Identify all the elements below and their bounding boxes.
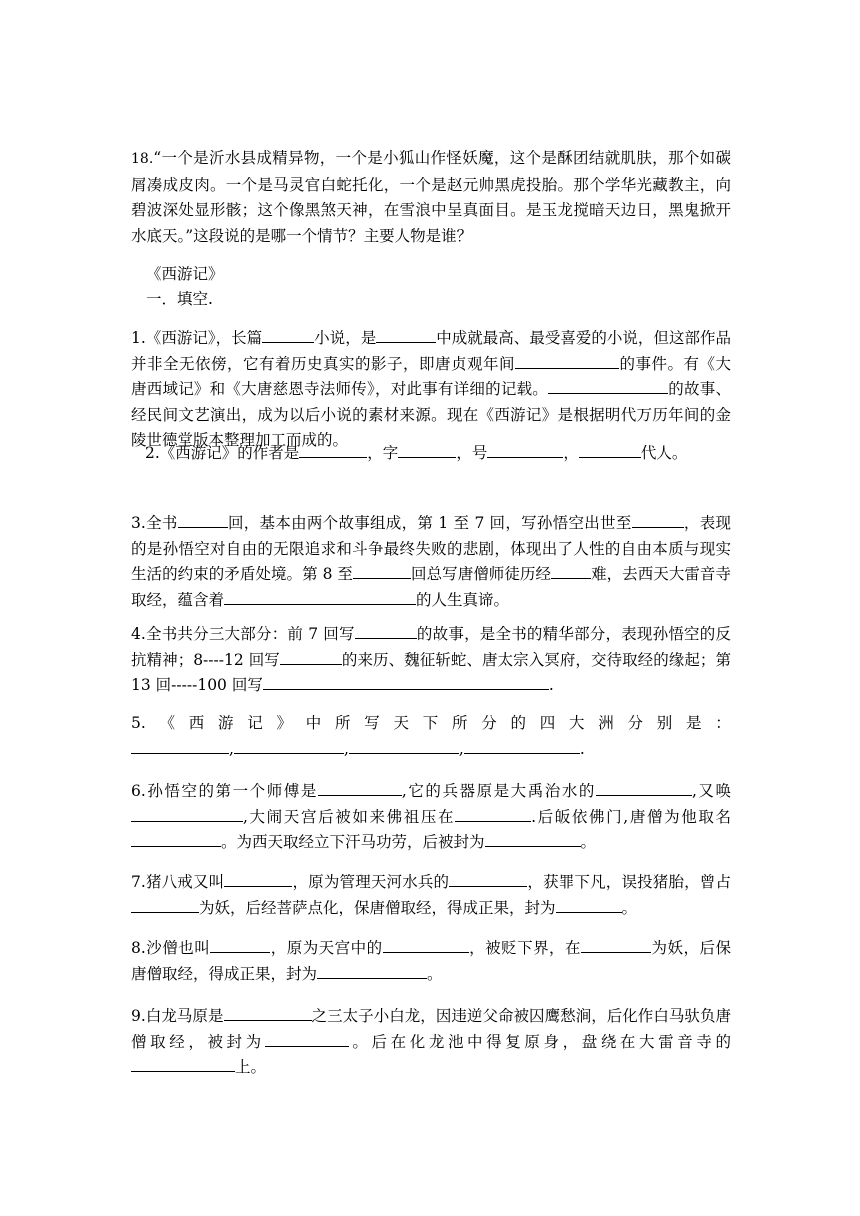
- item-1-text-c: 中成就最高、最受喜爱的小说，但这部作品并非全无依傍，它有着历史真实的影子，即唐贞观年间: [131, 329, 731, 373]
- item-5-char: 中: [305, 714, 322, 732]
- item-4-text-b: 的故事，是全书的精华部分，表现孙悟空的反抗精神；8----12 回写: [131, 625, 731, 669]
- blank-1-story[interactable]: [548, 378, 668, 394]
- item-9-text-b: 之三太子小白龙，因违逆父命被囚鹰愁涧，后化作白马驮负唐僧取经，被封为: [131, 1007, 731, 1051]
- item-8-text-c: ，被贬下界，在: [468, 939, 582, 957]
- item-2-text-d: ，: [563, 444, 579, 462]
- item-8-text-b: ，原为天宫中的: [270, 939, 383, 957]
- item-5-char: 所: [335, 714, 351, 732]
- fill-item-2: [145, 441, 735, 467]
- blank-8-title[interactable]: [317, 963, 427, 979]
- blank-7-post[interactable]: [449, 871, 527, 887]
- item-5-char: ：: [715, 714, 731, 732]
- section-subtitle: 一．填空.: [146, 290, 213, 308]
- item-5-char: 西: [188, 714, 205, 732]
- blank-5-continent-3[interactable]: [349, 738, 459, 754]
- blank-4-part-three[interactable]: [263, 674, 549, 690]
- item-7-text-b: ，原为管理天河水兵的: [292, 873, 450, 891]
- fill-item-3: [131, 511, 731, 613]
- item-5-char: 是: [686, 714, 702, 732]
- item-4-text-c: 的来历、魏征斩蛇、唐太宗入冥府，交待取经的缘起；第 13 回-----100 回写: [131, 650, 731, 694]
- item-5-char: 大: [569, 714, 585, 732]
- blank-2-pen-name[interactable]: [487, 442, 563, 458]
- item-1-text-b: 小说，是: [314, 329, 377, 347]
- fill-item-5: [131, 711, 731, 762]
- blank-7-title[interactable]: [556, 897, 622, 913]
- item-5-char: 》: [276, 714, 293, 732]
- blank-1-genre[interactable]: [262, 327, 314, 343]
- blank-9-place[interactable]: [131, 1056, 235, 1072]
- item-3-text-b: 回，基本由两个故事组成，第 1 至 7 回，写孙悟空出世至: [227, 514, 632, 532]
- item-5-char: 分: [481, 714, 497, 732]
- item-2-text-b: ，字: [367, 444, 399, 462]
- item-5-char: 所: [452, 714, 468, 732]
- blank-6-alias[interactable]: [131, 806, 243, 822]
- blank-5-continent-2[interactable]: [234, 738, 344, 754]
- blank-6-title[interactable]: [485, 831, 581, 847]
- fill-item-6: [131, 779, 731, 856]
- blank-3-event[interactable]: [632, 512, 684, 528]
- blank-2-dynasty[interactable]: [579, 442, 641, 458]
- blank-6-master[interactable]: [318, 780, 402, 796]
- item-5-char: 写: [364, 714, 380, 732]
- blank-1-category[interactable]: [376, 327, 436, 343]
- item-6-text-b: ,它的兵器原是大禹治水的: [401, 782, 596, 800]
- item-6-text-c: ,又唤: [691, 782, 731, 800]
- item-1-text-d: 的事件。有《大唐西域记》和《大唐慈恩寺法师传》，对此事有详细的记载。: [131, 354, 731, 398]
- item-5-char: 四: [539, 714, 556, 732]
- item-3-text-e: 难，去西天大雷音寺取经，蕴含着: [131, 565, 731, 609]
- item-5-char: 别: [656, 714, 673, 732]
- item-5-line-2: [131, 737, 731, 763]
- fill-item-8: [131, 936, 731, 987]
- item-6-text-d: ,大闹天宫后被如来佛祖压在: [243, 807, 456, 826]
- blank-6-mountain[interactable]: [455, 806, 531, 822]
- question-18: [131, 146, 731, 249]
- item-5-line-1: [131, 711, 731, 737]
- blank-9-title[interactable]: [265, 1031, 349, 1047]
- item-5-char: 《: [159, 714, 176, 732]
- item-3-text-d: 回总写唐僧师徒历经: [411, 565, 552, 583]
- item-2-text-a: 2.《西游记》的作者是: [145, 444, 300, 462]
- item-7-text-a: 7.猪八戒又叫: [131, 873, 225, 891]
- item-4-text-a: 4.全书共分三大部分：前 7 回写: [131, 625, 355, 643]
- item-2-text-c: ，号: [456, 444, 488, 462]
- item-9-text-c: 。后在化龙池中得复原身，盘绕在大雷音寺的: [348, 1032, 731, 1051]
- blank-9-origin[interactable]: [224, 1005, 312, 1021]
- item-7-text-c: ，获罪下凡，误投猪胎，曾占: [527, 873, 731, 891]
- item-5-end: .: [579, 739, 585, 758]
- item-9-text-d: 上。: [235, 1058, 267, 1076]
- blank-3-truth[interactable]: [224, 589, 416, 605]
- fill-item-7: [131, 870, 731, 921]
- item-5-char: 洲: [598, 714, 614, 732]
- item-1-text-e: 的故事、经民间文艺演出，成为以后小说的素材来源。现在《西游记》是根据明代万历年间的金陵世德堂版本整理加工而成的。: [131, 380, 731, 449]
- section-title: 《西游记》: [146, 265, 224, 283]
- blank-5-continent-1[interactable]: [131, 738, 229, 754]
- item-5-char: 分: [627, 714, 644, 732]
- item-5-char: 下: [422, 714, 439, 732]
- blank-2-author[interactable]: [299, 442, 367, 458]
- item-3-text-a: 3.全书: [131, 514, 178, 532]
- item-5-separator: ,: [458, 739, 464, 758]
- item-6-text-a: 6.孙悟空的第一个师傅是: [131, 782, 318, 800]
- item-3-text-f: 的人生真谛。: [416, 590, 510, 609]
- item-5-separator: ,: [229, 739, 234, 758]
- question-18-number: 18.: [131, 151, 154, 167]
- item-7-text-d: 为妖，后经菩萨点化，保唐僧取经，得成正果，封为: [199, 898, 556, 917]
- blank-8-post[interactable]: [383, 937, 469, 953]
- blank-3-chapters[interactable]: [178, 512, 228, 528]
- item-4-text-d: .: [548, 676, 554, 694]
- item-5-char: 5.: [131, 714, 146, 732]
- fill-item-1: [131, 326, 731, 454]
- item-1-text-a: 1.《西游记》，长篇: [131, 329, 263, 347]
- item-8-text-e: 。: [427, 964, 443, 983]
- question-18-text: “一个是沂水县成精异物，一个是小狐山作怪妖魔，这个是酥团结就肌肤，那个如碳屑凑成皮肉。一个是马灵官白蛇托化，一个是赵元帅黑虎投胎。那个学华光藏教主，向碧波深处显形骸；这个像黑煞天神，在雪浪中呈真面目。是玉龙搅暗天边日，黑鬼掀开水底天。”这段说的是哪一个情节？主要人物是谁？: [131, 149, 731, 245]
- item-6-text-g: 。: [580, 833, 597, 851]
- blank-3-trials[interactable]: [551, 563, 591, 579]
- item-5-char: 游: [218, 714, 234, 732]
- blank-4-part-two[interactable]: [280, 649, 342, 665]
- blank-6-weapon[interactable]: [596, 780, 692, 796]
- item-9-text-a: 9.白龙马原是: [131, 1007, 224, 1025]
- item-5-separator: ,: [343, 739, 349, 758]
- item-6-text-f: 。为西天取经立下汗马功劳，后被封为: [221, 833, 485, 851]
- item-2-text-e: 代人。: [640, 444, 688, 462]
- blank-4-part-one[interactable]: [355, 623, 417, 639]
- item-8-text-d: 为妖，后保唐僧取经，得成正果，封为: [131, 939, 731, 983]
- blank-1-event[interactable]: [515, 353, 619, 369]
- item-5-char: 记: [247, 714, 263, 732]
- blank-2-courtesy-name[interactable]: [398, 442, 456, 458]
- item-8-text-a: 8.沙僧也叫: [131, 939, 211, 957]
- fill-item-4: [131, 622, 731, 699]
- blank-8-alias[interactable]: [210, 937, 270, 953]
- blank-7-place[interactable]: [131, 897, 199, 913]
- item-5-char: 的: [510, 714, 527, 732]
- item-6-text-e: .后皈依佛门,唐僧为他取名: [531, 807, 731, 826]
- blank-7-alias[interactable]: [224, 871, 292, 887]
- blank-3-chapter-range[interactable]: [353, 563, 411, 579]
- item-3-text-c: ，表现的是孙悟空对自由的无限追求和斗争最终失败的悲剧，体现出了人性的自由本质与现实生活的约束的矛盾处境。第 8 至: [131, 514, 731, 583]
- fill-item-9: [131, 1004, 731, 1081]
- item-7-text-e: 。: [621, 898, 638, 917]
- item-5-char: 天: [393, 714, 410, 732]
- blank-8-place[interactable]: [581, 937, 651, 953]
- blank-5-continent-4[interactable]: [464, 738, 580, 754]
- blank-6-name[interactable]: [131, 831, 221, 847]
